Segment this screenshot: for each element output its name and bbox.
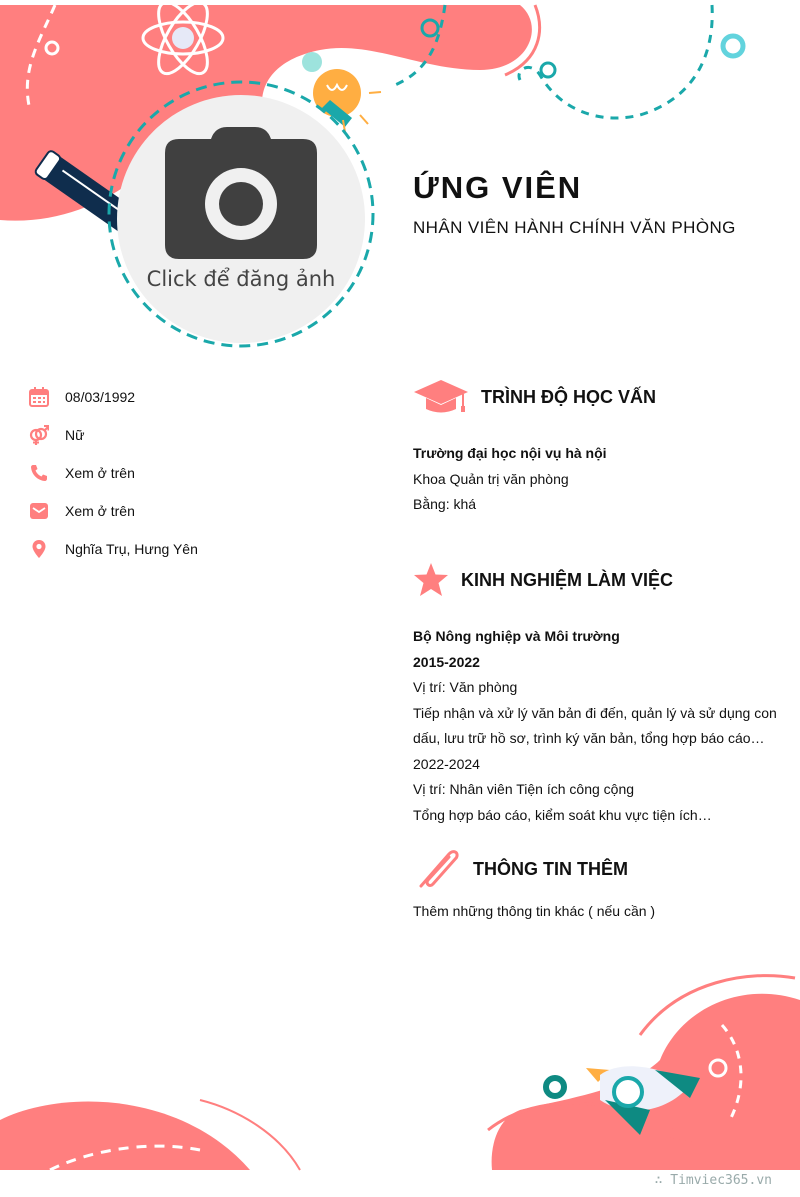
location-icon [29,539,49,559]
bottom-decoration [0,960,800,1172]
position-1: Vị trí: Văn phòng [413,679,518,695]
faculty: Khoa Quản trị văn phòng [413,470,569,487]
extra-info-title: THÔNG TIN THÊM [473,858,628,879]
top-decoration [0,0,800,360]
camera-icon [165,127,317,259]
extra-info-text[interactable]: Thêm những thông tin khác ( nếu cần ) [413,903,656,919]
education-content[interactable] [413,441,607,518]
phone-icon [29,463,49,483]
phone-row[interactable] [29,460,135,486]
education-title: TRÌNH ĐỘ HỌC VẤN [481,386,656,407]
email-row[interactable] [29,498,135,524]
description-1-line-2: dấu, lưu trữ hồ sơ, trình ký văn bản, tổng hợp báo cáo… [413,730,765,746]
period-main: 2015-2022 [413,653,480,670]
gender-row[interactable] [29,422,84,448]
address-value: Nghĩa Trụ, Hưng Yên [65,541,198,557]
avatar-upload[interactable] [117,95,365,343]
experience-content[interactable] [413,624,777,828]
graduation-cap-icon [413,378,469,416]
birthdate-row[interactable] [29,384,135,410]
email-value: Xem ở trên [65,503,135,519]
job-title[interactable]: NHÂN VIÊN HÀNH CHÍNH VĂN PHÒNG [413,218,736,237]
school-name: Trường đại học nội vụ hà nội [413,445,607,461]
gender-value: Nữ [65,427,85,443]
company-name: Bộ Nông nghiệp và Môi trường [413,628,620,644]
description-1-line-1: Tiếp nhận và xử lý văn bản đi đến, quản lý và sử dụng con [413,704,777,721]
email-icon [29,501,49,521]
education-header [413,378,656,416]
birthdate-value: 08/03/1992 [65,389,136,405]
gender-icon [29,425,49,445]
calendar-icon [29,387,49,407]
paperclip-icon [413,848,461,890]
extra-info-header [413,848,628,890]
star-icon [413,562,449,598]
address-row[interactable] [29,536,198,562]
candidate-name[interactable]: ỨNG VIÊN [413,170,583,205]
description-2: Tổng hợp báo cáo, kiểm soát khu vực tiện ích… [413,806,712,823]
degree: Bằng: khá [413,496,477,512]
phone-value: Xem ở trên [65,465,135,481]
period-2: 2022-2024 [413,755,480,772]
watermark: ∴ Timviec365.vn [654,1173,772,1188]
experience-title: KINH NGHIỆM LÀM VIỆC [461,569,674,590]
experience-header [413,562,673,598]
avatar-upload-label: Click để đăng ảnh [146,267,336,291]
position-2: Vị trí: Nhân viên Tiện ích công cộng [413,781,635,797]
